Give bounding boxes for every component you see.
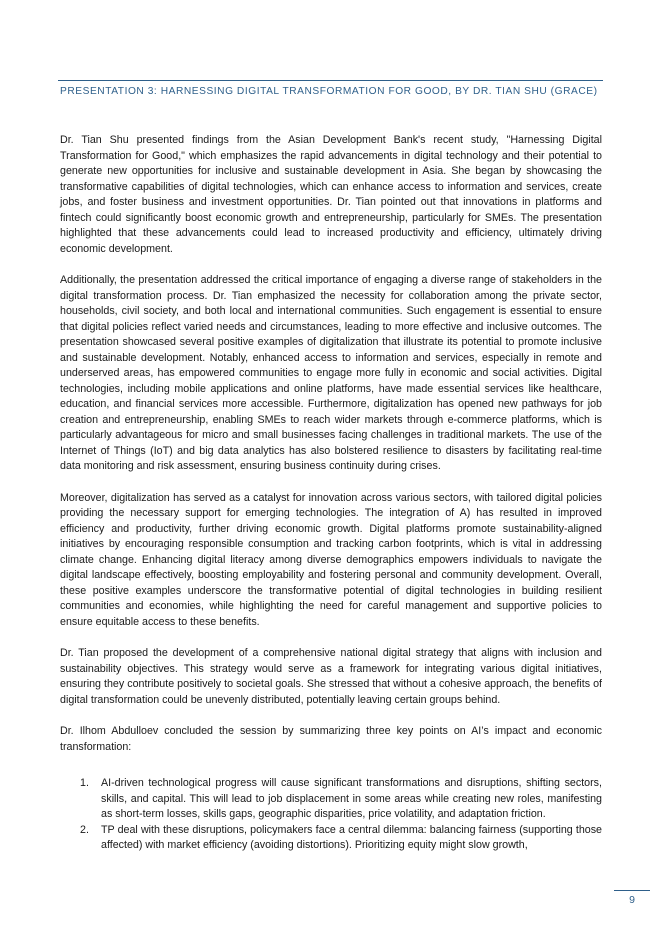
body-text [60, 133, 602, 854]
list-item-text: TP deal with these disruptions, policymakers face a central dilemma: balancing fairness (supporting those affected) with market efficiency (avoiding distortions). Prioritizing equity might slow growth, [101, 823, 602, 851]
list-item [60, 776, 602, 823]
list-item-number: 1. [80, 777, 89, 789]
paragraph: Dr. Ilhom Abdulloev concluded the session by summarizing three key points on AI’s impact and economic transformation: [60, 725, 602, 753]
paragraph: Additionally, the presentation addressed the critical importance of engaging a diverse range of stakeholders in the digital transformation process. Dr. Tian emphasized the necessity for collaboration among the private sector, households, civil society, and both local and international communities. Such engagement is essential to ensure that digital policies reflect varied needs and circumstances, leading to more effective and inclusive outcomes. The presentation showcased several positive examples of digitalization that illustrate its potential to promote inclusive and sustainable development. Notably, enhanced access to information and services, especially in remote and underserved areas, has empowered communities to engage more fully in economic and social activities. Digital technologies, including mobile applications and online platforms, have made essential services like healthcare, education, and financial services more accessible. Furthermore, digitalization has opened new pathways for job creation and entrepreneurship, enabling SMEs to reach wider markets through e-commerce platforms, which is particularly advantageous for micro and small businesses facing challenges in traditional markets. The use of the Internet of Things (IoT) and big data analytics has also bolstered resilience to disasters by facilitating real-time data monitoring and risk assessment, ensuring business continuity during crises. [60, 274, 602, 472]
paragraph: Moreover, digitalization has served as a catalyst for innovation across various sectors, with tailored digital policies providing the necessary support for emerging technologies. The integration of A) has resulted in improved efficiency and productivity, further driving economic growth. Digital platforms promote sustainability-aligned initiatives by encouraging responsible consumption and tracking carbon footprints, which is vital in addressing climate change. Enhancing digital literacy among diverse demographics empowers individuals to navigate the digital landscape effectively, boosting employability and fostering personal and community development. Overall, these positive examples underscore the transformative potential of digital technologies in building resilient communities and economies, while highlighting the need for careful management and supportive policies to ensure equitable access to these benefits. [60, 491, 602, 628]
footer-divider [614, 890, 650, 891]
key-points-list [60, 776, 602, 854]
paragraph: Dr. Tian Shu presented findings from the Asian Development Bank's recent study, "Harnessing Digital Transformation for Good," which emphasizes the rapid advancements in digital technology and their potential to generate new opportunities for inclusive and sustainable development in Asia. She began by showcasing the transformative capabilities of digital technologies, which can enhance access to information and services, create jobs, and foster business and investment opportunities. Dr. Tian pointed out that innovations in platforms and fintech could significantly boost economic growth and entrepreneurship, particularly for SMEs. The presentation highlighted that these advancements could lead to increased productivity and efficiency, ultimately driving economic development. [60, 134, 602, 255]
heading-divider [58, 80, 603, 81]
list-item-number: 2. [80, 823, 89, 836]
section-heading: PRESENTATION 3: HARNESSING DIGITAL TRANSFORMATION FOR GOOD, BY DR. TIAN SHU (GRACE) [60, 86, 598, 97]
paragraph: Dr. Tian proposed the development of a comprehensive national digital strategy that aligns with inclusion and sustainability objectives. This strategy would serve as a framework for integrating various digital initiatives, ensuring they contribute positively to societal goals. She stressed that without a cohesive approach, the benefits of digital transformation could be unevenly distributed, potentially leaving certain groups behind. [60, 647, 602, 706]
list-item-text: AI-driven technological progress will cause significant transformations and disruptions, shifting sectors, skills, and capital. This will lead to job displacement in some areas while creating new roles, manifesting as short-term losses, skills gaps, geographic disparities, price volatility, and adaptation friction. [101, 777, 602, 820]
page-number: 9 [629, 894, 635, 906]
list-item [60, 823, 602, 854]
